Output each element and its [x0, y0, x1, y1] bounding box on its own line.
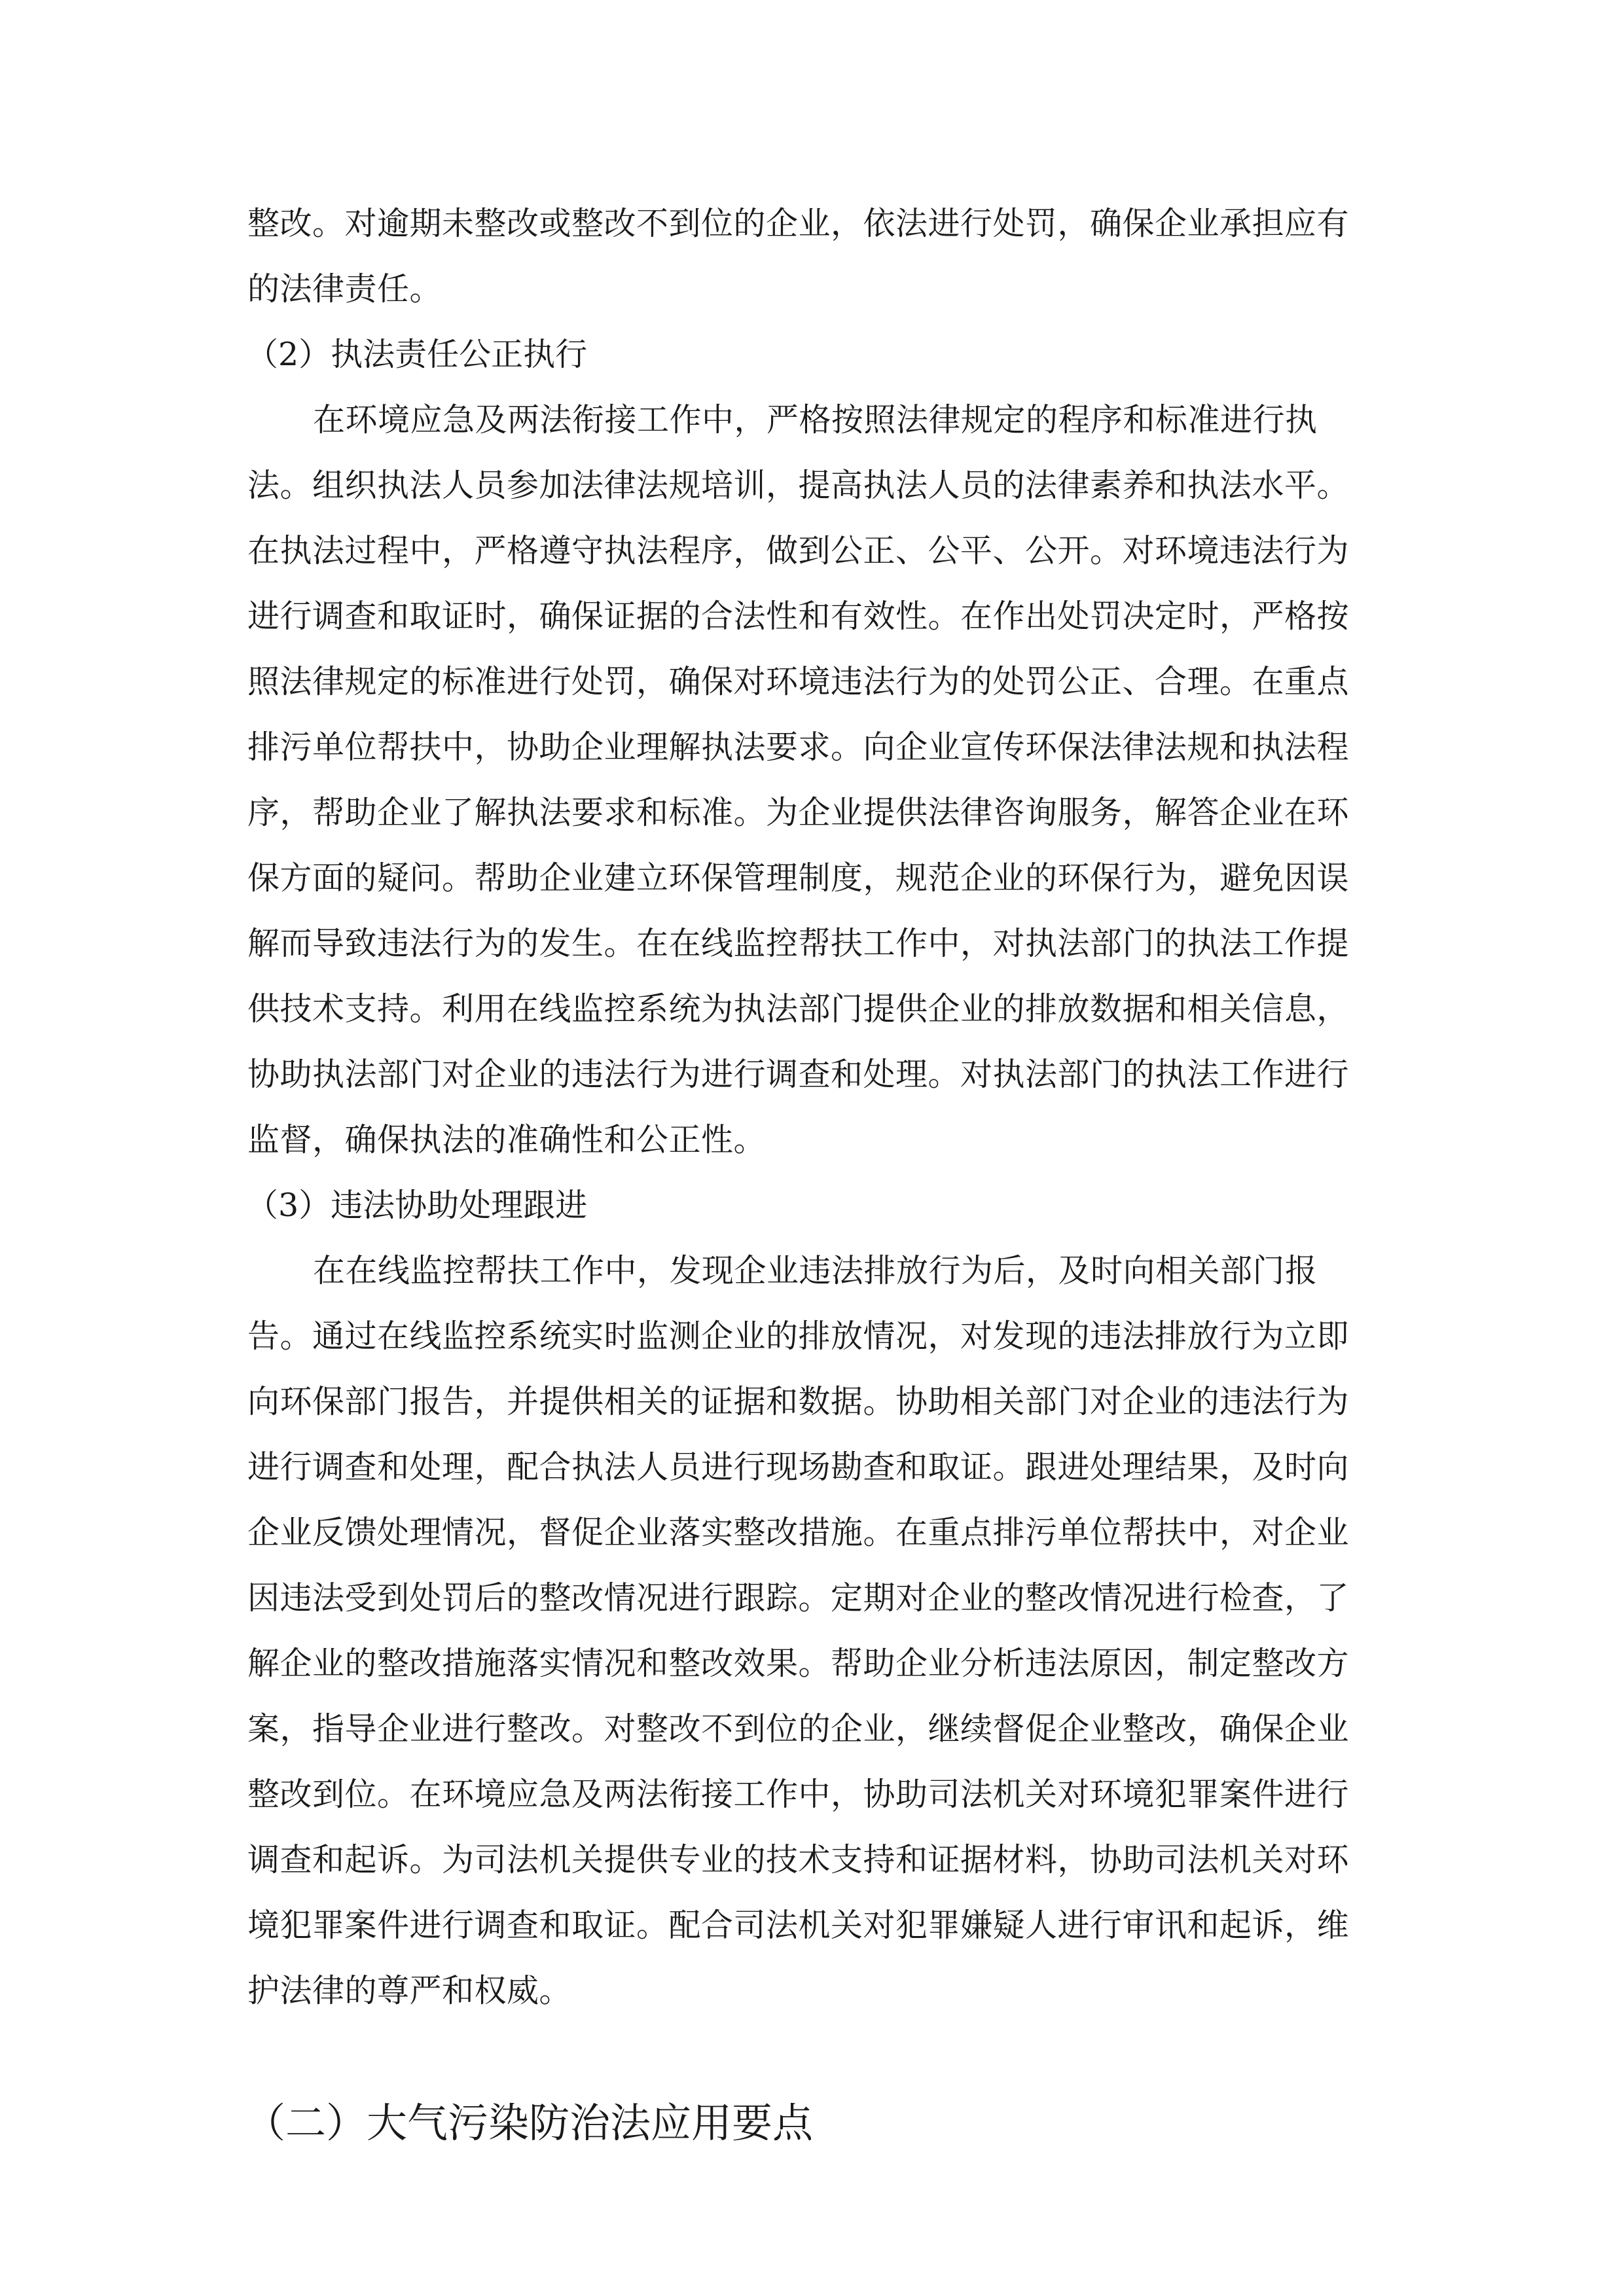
text-line: 在执法过程中，严格遵守执法程序，做到公正、公平、公开。对环境违法行为 [247, 532, 1350, 569]
text-line: 保方面的疑问。帮助企业建立环保管理制度，规范企业的环保行为，避免因误 [247, 859, 1350, 897]
text-line: 排污单位帮扶中，协助企业理解执法要求。向企业宣传环保法律法规和执法程 [247, 728, 1350, 766]
text-line: 护法律的尊严和权威。 [247, 1972, 572, 2009]
continuation-paragraph [247, 191, 1377, 322]
text-line: 整改到位。在环境应急及两法衔接工作中，协助司法机关对环境犯罪案件进行 [247, 1776, 1350, 1813]
text-line: 在在线监控帮扶工作中，发现企业违法排放行为后，及时向相关部门报 [313, 1252, 1318, 1289]
document-body [247, 191, 1377, 2024]
text-line: 因违法受到处罚后的整改情况进行跟踪。定期对企业的整改情况进行检查，了 [247, 1579, 1350, 1617]
text-line: 在环境应急及两法衔接工作中，严格按照法律规定的程序和标准进行执 [313, 401, 1318, 439]
text-line: 照法律规定的标准进行处罚，确保对环境违法行为的处罚公正、合理。在重点 [247, 663, 1350, 700]
text-line: 进行调查和处理，配合执法人员进行现场勘查和取证。跟进处理结果，及时向 [247, 1448, 1350, 1486]
subsection-paragraph-3 [247, 1238, 1377, 2024]
text-line: 企业反馈处理情况，督促企业落实整改措施。在重点排污单位帮扶中，对企业 [247, 1514, 1350, 1551]
text-line: 供技术支持。利用在线监控系统为执法部门提供企业的排放数据和相关信息， [247, 990, 1350, 1028]
text-line: 法。组织执法人员参加法律法规培训，提高执法人员的法律素养和执法水平。 [247, 467, 1350, 504]
subsection-paragraph-2 [247, 387, 1377, 1173]
text-line: 整改。对逾期未整改或整改不到位的企业，依法进行处罚，确保企业承担应有 [247, 205, 1350, 242]
text-line: 进行调查和取证时，确保证据的合法性和有效性。在作出处罚决定时，严格按 [247, 598, 1350, 635]
text-line: 向环保部门报告，并提供相关的证据和数据。协助相关部门对企业的违法行为 [247, 1383, 1350, 1420]
text-line: 的法律责任。 [247, 270, 442, 308]
subsection-heading-2: （2）执法责任公正执行 [246, 336, 588, 373]
text-line: 告。通过在线监控系统实时监测企业的排放情况，对发现的违法排放行为立即 [247, 1318, 1350, 1355]
section-heading: （二）大气污染防治法应用要点 [245, 2099, 814, 2147]
text-line: 协助执法部门对企业的违法行为进行调查和处理。对执法部门的执法工作进行 [247, 1056, 1350, 1093]
text-line: 序，帮助企业了解执法要求和标准。为企业提供法律咨询服务，解答企业在环 [247, 794, 1350, 831]
text-line: 监督，确保执法的准确性和公正性。 [247, 1121, 767, 1158]
text-line: 解企业的整改措施落实情况和整改效果。帮助企业分析违法原因，制定整改方 [247, 1645, 1350, 1682]
subsection-heading-3: （3）违法协助处理跟进 [246, 1187, 588, 1224]
text-line: 解而导致违法行为的发生。在在线监控帮扶工作中，对执法部门的执法工作提 [247, 925, 1350, 962]
text-line: 调查和起诉。为司法机关提供专业的技术支持和证据材料，协助司法机关对环 [247, 1841, 1350, 1878]
text-line: 案，指导企业进行整改。对整改不到位的企业，继续督促企业整改，确保企业 [247, 1710, 1350, 1748]
text-line: 境犯罪案件进行调查和取证。配合司法机关对犯罪嫌疑人进行审讯和起诉，维 [247, 1907, 1350, 1944]
